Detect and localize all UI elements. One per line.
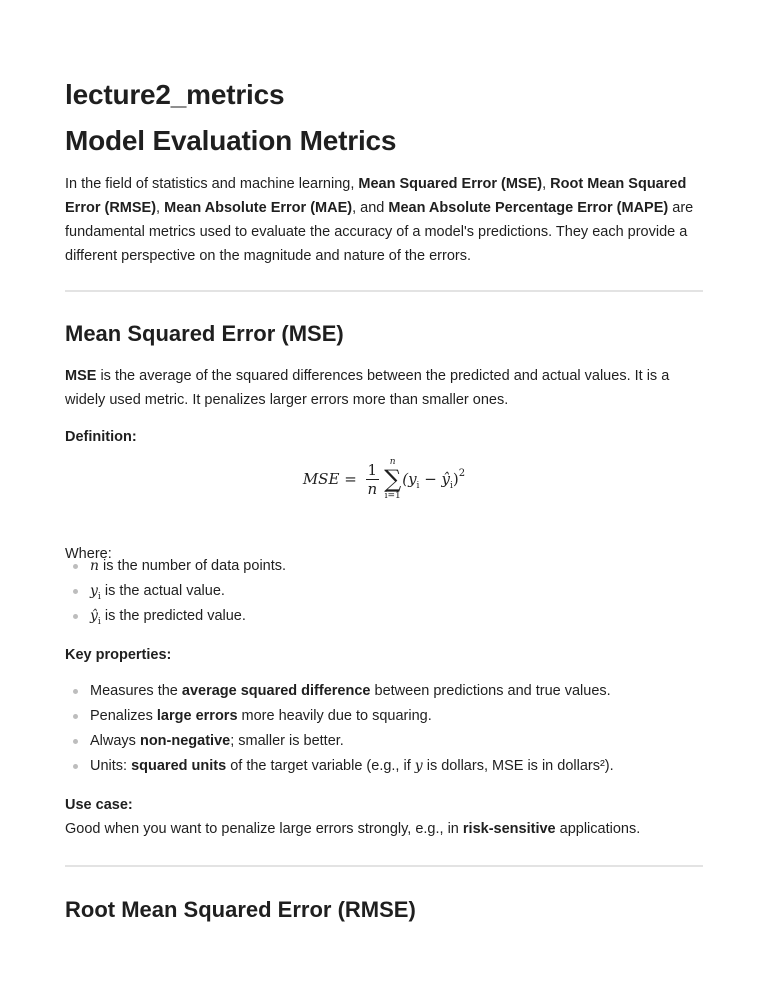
- list-item-text: is the number of data points.: [99, 558, 287, 574]
- intro-mae-term: Mean Absolute Error (MAE): [164, 200, 353, 216]
- section-divider: [65, 865, 703, 867]
- list-item: [65, 604, 703, 629]
- definition-label: Definition:: [65, 429, 137, 445]
- mse-description-text: is the average of the squared differences between the predicted and actual values. It is a widely used metric. It penalizes larger errors more than smaller ones.: [65, 368, 670, 408]
- math-base: y: [90, 583, 98, 599]
- mse-formula: [65, 452, 703, 506]
- summation: [384, 457, 401, 501]
- intro-text: ,: [542, 176, 551, 192]
- list-item-emphasis: large errors: [156, 708, 238, 724]
- intro-paragraph: [65, 172, 703, 268]
- formula-equals: =: [339, 470, 362, 488]
- mse-description: [65, 364, 703, 412]
- list-item-text: is the predicted value.: [100, 608, 246, 624]
- formula-lhs: MSE: [302, 470, 340, 488]
- use-case-label: Use case:: [65, 797, 133, 813]
- summation-upper-limit: n: [389, 457, 396, 467]
- math-symbol: [90, 583, 101, 602]
- list-item-emphasis: non-negative: [139, 733, 231, 749]
- formula-minus: −: [419, 469, 442, 488]
- intro-mse-term: Mean Squared Error (MSE): [358, 176, 543, 192]
- list-item-emphasis: squared units: [131, 758, 227, 774]
- use-case-text: Good when you want to penalize large errors strongly, e.g., in: [65, 821, 463, 837]
- math-symbol: n: [90, 558, 100, 574]
- intro-text: ,: [156, 200, 165, 216]
- math-symbol: [90, 608, 101, 627]
- intro-text: are fundamental metrics used to evaluate the accuracy of a model's predictions. They each provide a different perspective on the magnitude and nature of the errors.: [65, 200, 694, 264]
- list-item: [65, 704, 703, 729]
- list-item-text: Units:: [90, 758, 132, 774]
- use-case-emphasis: risk-sensitive: [462, 821, 556, 837]
- summation-symbol: ∑: [384, 465, 402, 493]
- summation-lower-limit: i=1: [384, 491, 401, 501]
- list-item-text: between predictions and true values.: [370, 683, 611, 699]
- intro-rmse-term: Root Mean Squared Error (RMSE): [65, 176, 687, 216]
- formula-subscript: i: [450, 480, 453, 491]
- use-case-text: applications.: [555, 821, 641, 837]
- where-label: Where:: [65, 546, 112, 562]
- list-item-text: Measures the: [90, 683, 182, 699]
- formula-fraction: [366, 461, 380, 498]
- list-item-emphasis: average squared difference: [181, 683, 371, 699]
- main-heading: Model Evaluation Metrics: [65, 125, 397, 156]
- formula-predicted: ŷ: [441, 469, 451, 488]
- list-item-text: more heavily due to squaring.: [237, 708, 432, 724]
- math-base: ŷ: [90, 608, 98, 624]
- list-item-text: Penalizes: [90, 708, 157, 724]
- list-item: [65, 554, 703, 579]
- list-item: [65, 579, 703, 604]
- use-case: [65, 793, 703, 841]
- formula-actual: (y: [402, 469, 417, 488]
- list-item-text: Always: [90, 733, 140, 749]
- mse-heading: Mean Squared Error (MSE): [65, 321, 344, 346]
- fraction-numerator: 1: [367, 460, 378, 479]
- where-list: [65, 554, 703, 629]
- fraction-denominator: n: [367, 479, 378, 498]
- formula-close-paren: ): [452, 469, 459, 488]
- list-item-text: is dollars, MSE is in dollars²).: [422, 758, 614, 774]
- formula-body: [402, 468, 465, 491]
- key-properties-label: Key properties:: [65, 647, 172, 663]
- intro-text: In the field of statistics and machine learning,: [65, 176, 359, 192]
- list-item: [65, 754, 703, 779]
- key-properties-list: [65, 679, 703, 779]
- list-item-text: of the target variable (e.g., if: [226, 758, 415, 774]
- list-item-text: ; smaller is better.: [230, 733, 344, 749]
- list-item: [65, 729, 703, 754]
- list-item-text: is the actual value.: [100, 583, 225, 599]
- section-divider: [65, 290, 703, 292]
- math-subscript: i: [97, 591, 101, 602]
- math-subscript: i: [97, 616, 101, 627]
- math-symbol: y: [414, 758, 423, 774]
- intro-text: , and: [352, 200, 389, 216]
- intro-mape-term: Mean Absolute Percentage Error (MAPE): [388, 200, 669, 216]
- formula-subscript: i: [416, 480, 420, 491]
- formula-exponent: 2: [458, 467, 466, 479]
- rmse-heading: Root Mean Squared Error (RMSE): [65, 897, 416, 922]
- mse-term: MSE: [65, 368, 97, 384]
- list-item: [65, 679, 703, 704]
- document-title: lecture2_metrics: [65, 79, 285, 110]
